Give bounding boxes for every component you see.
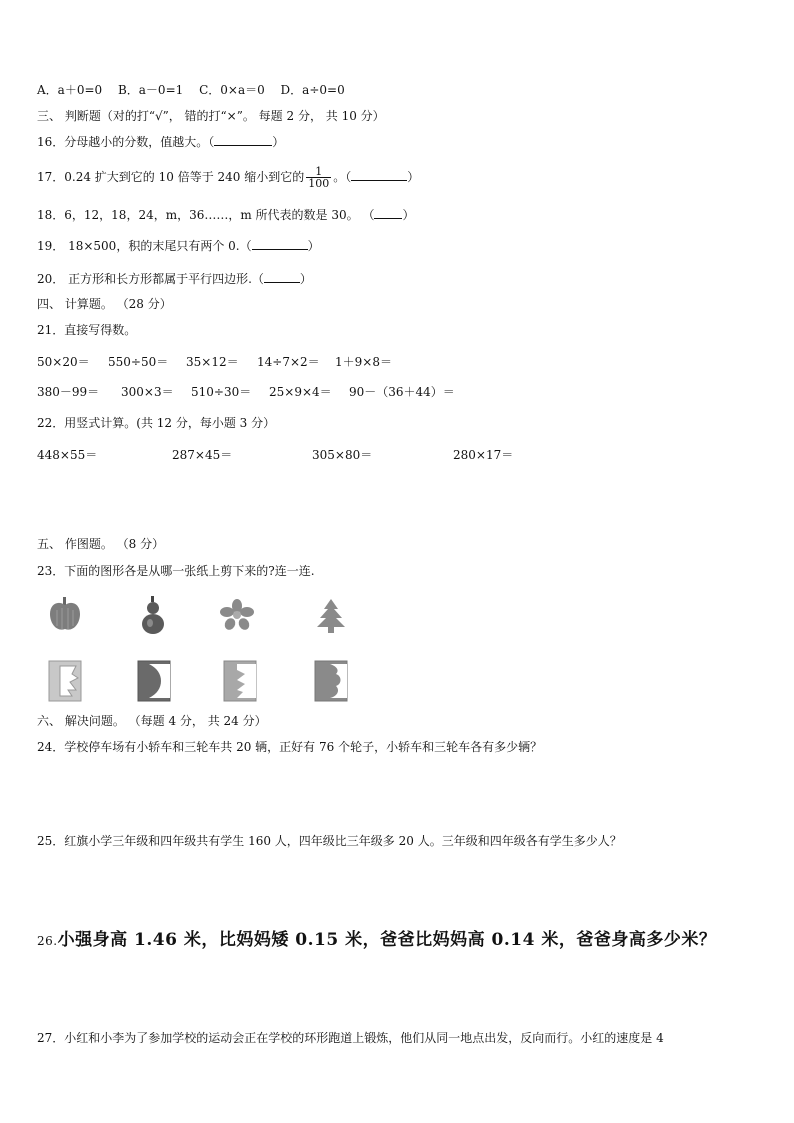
question-17-text-b: 。（ [333,170,352,184]
question-20-text: 20． 正方形和长方形都属于平行四边形.（ [37,272,264,286]
answer-blank-18[interactable] [374,207,402,219]
calc-item: 510÷30＝ [191,385,252,399]
question-22: 22．用竖式计算。(共 12 分，每小题 3 分） [37,416,276,430]
question-17-end: ） [407,170,420,184]
calc-item: 280×17＝ [453,448,514,462]
section4-title: 四、 计算题。 （28 分） [37,297,172,311]
question-27: 27．小红和小李为了参加学校的运动会正在学校的环形跑道上锻炼，他们从同一地点出发，反向而行。小红的速度是 4 [37,1031,664,1045]
gourd-shape-icon [138,596,168,636]
calc-item: 550÷50＝ [108,355,169,369]
question-16 [37,134,284,150]
apple-shape-icon [48,596,82,634]
options-line: A．a＋0=0 B．a－0=1 C．0×a＝0 D．a÷0=0 [37,83,345,97]
calc-item: 50×20＝ [37,355,90,369]
calc-item: 380－99＝ [37,385,100,399]
question-26 [37,929,716,952]
calc-item: 25×9×4＝ [269,385,332,399]
question-26-text: 小强身高 1.46 米，比妈妈矮 0.15 米，爸爸比妈妈高 0.14 米，爸爸身高多少米？ [57,930,717,950]
fraction-1-100 [306,166,331,189]
paper-cutout-4-icon [314,660,348,702]
question-18-text: 18．6，12，18，24，m，36……，m 所代表的数是 30。 （ [37,208,375,222]
calc-item: 448×55＝ [37,448,98,462]
calc-item: 305×80＝ [312,448,373,462]
section3-title: 三、 判断题（对的打“√”， 错的打“×”。 每题 2 分， 共 10 分） [37,109,385,123]
question-16-text: 16．分母越小的分数，值越大。（ [37,135,215,149]
flower-shape-icon [219,598,255,632]
question-20-end: ） [299,272,312,286]
fraction-denominator: 100 [308,177,330,190]
answer-blank-20[interactable] [264,271,300,283]
fraction-numerator: 1 [315,165,323,178]
question-19 [37,238,320,254]
section6-title: 六、 解决问题。 （每题 4 分， 共 24 分） [37,714,267,728]
section5-title: 五、 作图题。 （8 分） [37,537,165,551]
calc-item: 14÷7×2＝ [257,355,320,369]
question-19-text: 19． 18×500，积的末尾只有两个 0.（ [37,239,252,253]
paper-cutout-3-icon [223,660,257,702]
question-25: 25．红旗小学三年级和四年级共有学生 160 人，四年级比三年级多 20 人。三年级和四年级各有学生多少人？ [37,834,622,848]
question-19-end: ） [307,239,320,253]
question-17 [37,164,419,190]
paper-cutout-2-icon [137,660,171,702]
answer-blank-16[interactable] [214,134,272,146]
calc-item: 1＋9×8＝ [335,355,392,369]
question-17-text-a: 17．0.24 扩大到它的 10 倍等于 240 缩小到它的 [37,170,305,184]
answer-blank-19[interactable] [252,238,308,250]
question-18-end: ） [402,208,415,222]
question-24: 24．学校停车场有小轿车和三轮车共 20 辆，正好有 76 个轮子，小轿车和三轮车各有多少辆？ [37,740,543,754]
calc-item: 35×12＝ [186,355,239,369]
question-23: 23．下面的图形各是从哪一张纸上剪下来的?连一连. [37,564,315,578]
question-20 [37,271,312,287]
answer-blank-17[interactable] [351,169,407,181]
calc-item: 287×45＝ [172,448,233,462]
calc-item: 300×3＝ [121,385,174,399]
calc-item: 90－（36＋44）＝ [349,385,455,399]
tree-shape-icon [314,598,348,634]
question-21: 21．直接写得数。 [37,323,137,337]
paper-cutout-1-icon [48,660,82,702]
question-26-number: 26. [37,934,58,948]
question-16-end: ） [272,135,285,149]
question-18 [37,207,414,223]
